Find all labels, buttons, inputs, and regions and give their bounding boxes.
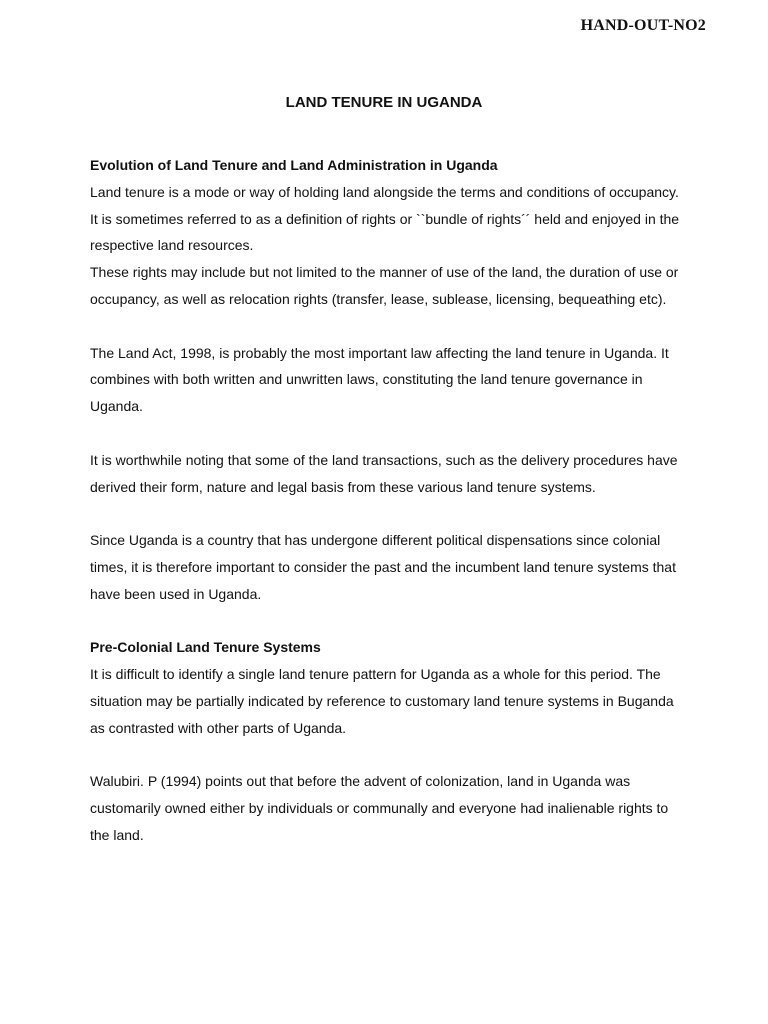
paragraph: It is worthwhile noting that some of the land transactions, such as the delivery procedures have derived their form, nature and legal basis from these various land tenure systems. (90, 451, 678, 495)
paragraph: It is difficult to identify a single land tenure pattern for Uganda as a whole for this period. The situation may be partially indicated by reference to customary land tenure systems in Buganda as contrasted with other parts of Uganda. (90, 666, 674, 736)
handout-label: HAND-OUT-NO2 (580, 17, 706, 34)
section-heading: Pre-Colonial Land Tenure Systems (90, 639, 321, 656)
document-body (90, 152, 690, 849)
section-heading: Evolution of Land Tenure and Land Administration in Uganda (90, 157, 498, 173)
paragraph: Walubiri. P (1994) points out that before the advent of colonization, land in Uganda was customarily owned either by individuals or communally and everyone had inalienable rights to the land. (90, 773, 669, 843)
document-title: LAND TENURE IN UGANDA (285, 94, 483, 111)
paragraph: These rights may include but not limited to the manner of use of the land, the duration of use or occupancy, as well as relocation rights (transfer, lease, sublease, licensing, bequeathing etc). (90, 264, 679, 307)
paragraph: Land tenure is a mode or way of holding land alongside the terms and conditions of occupancy. It is sometimes referred to as a definition of rights or ``bundle of rights´´ held and enjoyed in the respective land resources. (90, 183, 680, 254)
paragraph: The Land Act, 1998, is probably the most important law affecting the land tenure in Uganda. It combines with both written and unwritten laws, constituting the land tenure governance in Uganda. (90, 344, 669, 415)
paragraph: Since Uganda is a country that has undergone different political dispensations since colonial times, it is therefore important to consider the past and the incumbent land tenure systems that have been used in Uganda. (90, 532, 676, 602)
